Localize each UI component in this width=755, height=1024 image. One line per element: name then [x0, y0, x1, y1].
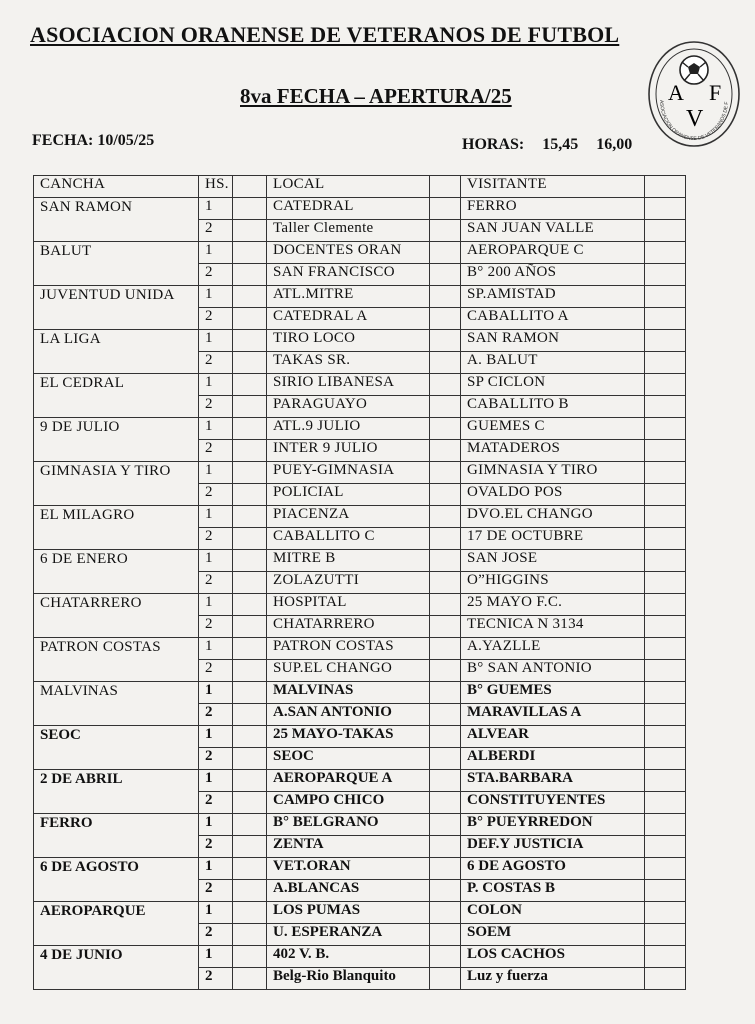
local-team-cell: CATEDRAL [267, 198, 430, 220]
logo-ring-text: ASOCIACION ORANENSE DE VETERANOS DE F [657, 99, 730, 143]
hour-slot-cell: 1 [199, 330, 233, 352]
visitor-team-cell: COLON [461, 902, 645, 924]
cancha-cell: 4 DE JUNIO [34, 946, 199, 990]
blank-cell [430, 506, 461, 528]
blank-cell [430, 418, 461, 440]
visitor-team-cell: SAN RAMON [461, 330, 645, 352]
hour-slot-cell: 1 [199, 550, 233, 572]
local-team-cell: PUEY-GIMNASIA [267, 462, 430, 484]
blank-cell [430, 704, 461, 726]
local-team-cell: ZENTA [267, 836, 430, 858]
visitor-team-cell: STA.BARBARA [461, 770, 645, 792]
blank-cell [430, 924, 461, 946]
local-team-cell: DOCENTES ORAN [267, 242, 430, 264]
blank-cell [645, 748, 686, 770]
hour-slot-cell: 2 [199, 748, 233, 770]
blank-cell [233, 770, 267, 792]
hour-slot-cell: 2 [199, 220, 233, 242]
local-team-cell: POLICIAL [267, 484, 430, 506]
visitor-team-cell: ALBERDI [461, 748, 645, 770]
local-team-cell: PIACENZA [267, 506, 430, 528]
local-team-cell: CHATARRERO [267, 616, 430, 638]
blank-cell [645, 594, 686, 616]
blank-cell [430, 264, 461, 286]
table-row [34, 198, 686, 220]
hour-slot-cell: 1 [199, 506, 233, 528]
blank-cell [645, 814, 686, 836]
blank-cell [645, 726, 686, 748]
hour-slot-cell: 2 [199, 968, 233, 990]
column-header-blank [430, 176, 461, 198]
blank-cell [430, 814, 461, 836]
hour-slot-cell: 2 [199, 528, 233, 550]
blank-cell [233, 264, 267, 286]
hour-slot-cell: 1 [199, 374, 233, 396]
blank-cell [645, 770, 686, 792]
hour-slot-cell: 2 [199, 792, 233, 814]
cancha-cell: EL CEDRAL [34, 374, 199, 418]
blank-cell [430, 748, 461, 770]
blank-cell [233, 726, 267, 748]
blank-cell [233, 616, 267, 638]
visitor-team-cell: GUEMES C [461, 418, 645, 440]
table-row [34, 462, 686, 484]
local-team-cell: VET.ORAN [267, 858, 430, 880]
blank-cell [430, 374, 461, 396]
visitor-team-cell: SOEM [461, 924, 645, 946]
table-row [34, 638, 686, 660]
blank-cell [430, 484, 461, 506]
blank-cell [645, 506, 686, 528]
blank-cell [233, 858, 267, 880]
blank-cell [233, 880, 267, 902]
hour-slot-cell: 1 [199, 462, 233, 484]
visitor-team-cell: CABALLITO B [461, 396, 645, 418]
hour-slot-cell: 2 [199, 572, 233, 594]
table-row [34, 550, 686, 572]
local-team-cell: SUP.EL CHANGO [267, 660, 430, 682]
hour-slot-cell: 1 [199, 946, 233, 968]
hour-slot-cell: 1 [199, 418, 233, 440]
local-team-cell: INTER 9 JULIO [267, 440, 430, 462]
blank-cell [430, 836, 461, 858]
visitor-team-cell: GIMNASIA Y TIRO [461, 462, 645, 484]
blank-cell [233, 968, 267, 990]
blank-cell [645, 528, 686, 550]
blank-cell [233, 506, 267, 528]
cancha-cell: 6 DE AGOSTO [34, 858, 199, 902]
table-row [34, 374, 686, 396]
visitor-team-cell: 17 DE OCTUBRE [461, 528, 645, 550]
blank-cell [645, 330, 686, 352]
hours-label: HORAS: [462, 136, 525, 153]
blank-cell [233, 836, 267, 858]
blank-cell [233, 330, 267, 352]
blank-cell [233, 682, 267, 704]
logo-letter-v: V [686, 106, 704, 132]
table-row [34, 286, 686, 308]
blank-cell [430, 330, 461, 352]
column-header-hs: HS. [199, 176, 233, 198]
blank-cell [233, 748, 267, 770]
local-team-cell: TAKAS SR. [267, 352, 430, 374]
column-header-blank [233, 176, 267, 198]
local-team-cell: HOSPITAL [267, 594, 430, 616]
cancha-cell: FERRO [34, 814, 199, 858]
blank-cell [233, 902, 267, 924]
visitor-team-cell: DEF.Y JUSTICIA [461, 836, 645, 858]
hour-slot-cell: 2 [199, 704, 233, 726]
blank-cell [430, 594, 461, 616]
column-header-blank [645, 176, 686, 198]
blank-cell [430, 462, 461, 484]
column-header-local: LOCAL [267, 176, 430, 198]
column-header-cancha: CANCHA [34, 176, 199, 198]
hour-slot-cell: 2 [199, 396, 233, 418]
hour-slot-cell: 2 [199, 880, 233, 902]
visitor-team-cell: P. COSTAS B [461, 880, 645, 902]
visitor-team-cell: LOS CACHOS [461, 946, 645, 968]
local-team-cell: ATL.9 JULIO [267, 418, 430, 440]
blank-cell [233, 308, 267, 330]
blank-cell [645, 616, 686, 638]
local-team-cell: CABALLITO C [267, 528, 430, 550]
visitor-team-cell: O”HIGGINS [461, 572, 645, 594]
visitor-team-cell: TECNICA N 3134 [461, 616, 645, 638]
blank-cell [645, 440, 686, 462]
blank-cell [233, 242, 267, 264]
hour-slot-cell: 1 [199, 286, 233, 308]
visitor-team-cell: CONSTITUYENTES [461, 792, 645, 814]
blank-cell [233, 528, 267, 550]
blank-cell [233, 704, 267, 726]
local-team-cell: LOS PUMAS [267, 902, 430, 924]
blank-cell [645, 880, 686, 902]
visitor-team-cell: CABALLITO A [461, 308, 645, 330]
blank-cell [233, 352, 267, 374]
blank-cell [430, 638, 461, 660]
cancha-cell: EL MILAGRO [34, 506, 199, 550]
local-team-cell: SAN FRANCISCO [267, 264, 430, 286]
local-team-cell: SIRIO LIBANESA [267, 374, 430, 396]
cancha-cell: LA LIGA [34, 330, 199, 374]
visitor-team-cell: A. BALUT [461, 352, 645, 374]
blank-cell [645, 198, 686, 220]
blank-cell [430, 792, 461, 814]
local-team-cell: 402 V. B. [267, 946, 430, 968]
hour-slot-cell: 1 [199, 638, 233, 660]
visitor-team-cell: DVO.EL CHANGO [461, 506, 645, 528]
cancha-cell: BALUT [34, 242, 199, 286]
blank-cell [430, 286, 461, 308]
local-team-cell: PARAGUAYO [267, 396, 430, 418]
document-title: ASOCIACION ORANENSE DE VETERANOS DE FUTBOL [30, 22, 620, 47]
cancha-cell: JUVENTUD UNIDA [34, 286, 199, 330]
blank-cell [645, 352, 686, 374]
blank-cell [430, 946, 461, 968]
table-row [34, 242, 686, 264]
hour-slot-cell: 1 [199, 770, 233, 792]
hour-first: 15,45 [542, 136, 579, 153]
visitor-team-cell: 6 DE AGOSTO [461, 858, 645, 880]
visitor-team-cell: SAN JOSE [461, 550, 645, 572]
blank-cell [645, 308, 686, 330]
table-row [34, 858, 686, 880]
blank-cell [430, 968, 461, 990]
blank-cell [430, 770, 461, 792]
local-team-cell: 25 MAYO-TAKAS [267, 726, 430, 748]
blank-cell [645, 572, 686, 594]
hour-slot-cell: 1 [199, 242, 233, 264]
blank-cell [233, 220, 267, 242]
visitor-team-cell: OVALDO POS [461, 484, 645, 506]
hour-second: 16,00 [596, 136, 633, 153]
cancha-cell: 9 DE JULIO [34, 418, 199, 462]
hour-slot-cell: 1 [199, 858, 233, 880]
visitor-team-cell: B° GUEMES [461, 682, 645, 704]
table-row [34, 682, 686, 704]
blank-cell [645, 374, 686, 396]
blank-cell [430, 550, 461, 572]
cancha-cell: CHATARRERO [34, 594, 199, 638]
blank-cell [645, 242, 686, 264]
cancha-cell: SEOC [34, 726, 199, 770]
hour-slot-cell: 2 [199, 924, 233, 946]
hour-slot-cell: 2 [199, 484, 233, 506]
visitor-team-cell: ALVEAR [461, 726, 645, 748]
local-team-cell: TIRO LOCO [267, 330, 430, 352]
cancha-cell: 2 DE ABRIL [34, 770, 199, 814]
blank-cell [233, 638, 267, 660]
table-row [34, 594, 686, 616]
visitor-team-cell: B° PUEYRREDON [461, 814, 645, 836]
blank-cell [645, 550, 686, 572]
blank-cell [430, 660, 461, 682]
table-row [34, 902, 686, 924]
table-row [34, 946, 686, 968]
table-header-row [34, 176, 686, 198]
blank-cell [645, 484, 686, 506]
hour-slot-cell: 2 [199, 660, 233, 682]
table-row [34, 726, 686, 748]
fixture-body [34, 198, 686, 990]
logo-letter-f: F [709, 80, 722, 105]
cancha-cell: GIMNASIA Y TIRO [34, 462, 199, 506]
blank-cell [233, 484, 267, 506]
blank-cell [645, 946, 686, 968]
blank-cell [430, 682, 461, 704]
blank-cell [430, 198, 461, 220]
blank-cell [233, 946, 267, 968]
hour-slot-cell: 2 [199, 308, 233, 330]
visitor-team-cell: Luz y fuerza [461, 968, 645, 990]
table-row [34, 814, 686, 836]
hour-slot-cell: 2 [199, 264, 233, 286]
blank-cell [645, 968, 686, 990]
match-hours [462, 136, 632, 154]
blank-cell [645, 396, 686, 418]
hour-slot-cell: 2 [199, 616, 233, 638]
blank-cell [430, 396, 461, 418]
cancha-cell: SAN RAMON [34, 198, 199, 242]
table-row [34, 330, 686, 352]
blank-cell [233, 418, 267, 440]
visitor-team-cell: SAN JUAN VALLE [461, 220, 645, 242]
blank-cell [233, 550, 267, 572]
blank-cell [233, 814, 267, 836]
local-team-cell: AEROPARQUE A [267, 770, 430, 792]
visitor-team-cell: SP CICLON [461, 374, 645, 396]
local-team-cell: A.SAN ANTONIO [267, 704, 430, 726]
local-team-cell: B° BELGRANO [267, 814, 430, 836]
local-team-cell: ZOLAZUTTI [267, 572, 430, 594]
hour-slot-cell: 1 [199, 902, 233, 924]
blank-cell [645, 264, 686, 286]
local-team-cell: CATEDRAL A [267, 308, 430, 330]
blank-cell [645, 286, 686, 308]
blank-cell [430, 220, 461, 242]
visitor-team-cell: MATADEROS [461, 440, 645, 462]
hour-slot-cell: 1 [199, 726, 233, 748]
column-header-visitante: VISITANTE [461, 176, 645, 198]
visitor-team-cell: B° SAN ANTONIO [461, 660, 645, 682]
blank-cell [430, 528, 461, 550]
local-team-cell: Taller Clemente [267, 220, 430, 242]
local-team-cell: U. ESPERANZA [267, 924, 430, 946]
local-team-cell: MALVINAS [267, 682, 430, 704]
visitor-team-cell: AEROPARQUE C [461, 242, 645, 264]
cancha-cell: MALVINAS [34, 682, 199, 726]
blank-cell [430, 440, 461, 462]
table-row [34, 506, 686, 528]
local-team-cell: CAMPO CHICO [267, 792, 430, 814]
hour-slot-cell: 2 [199, 352, 233, 374]
blank-cell [233, 374, 267, 396]
cancha-cell: AEROPARQUE [34, 902, 199, 946]
document-subtitle: 8va FECHA – APERTURA/25 [240, 84, 512, 108]
blank-cell [645, 638, 686, 660]
local-team-cell: SEOC [267, 748, 430, 770]
blank-cell [645, 418, 686, 440]
visitor-team-cell: FERRO [461, 198, 645, 220]
association-logo [646, 38, 742, 150]
blank-cell [430, 858, 461, 880]
blank-cell [645, 682, 686, 704]
local-team-cell: MITRE B [267, 550, 430, 572]
blank-cell [233, 462, 267, 484]
hour-slot-cell: 2 [199, 836, 233, 858]
blank-cell [233, 396, 267, 418]
blank-cell [645, 902, 686, 924]
soccer-ball-icon [680, 56, 708, 84]
logo-letter-a: A [668, 80, 684, 105]
table-row [34, 418, 686, 440]
blank-cell [233, 286, 267, 308]
visitor-team-cell: 25 MAYO F.C. [461, 594, 645, 616]
fixture-table [33, 175, 686, 990]
blank-cell [645, 836, 686, 858]
local-team-cell: A.BLANCAS [267, 880, 430, 902]
blank-cell [645, 924, 686, 946]
cancha-cell: PATRON COSTAS [34, 638, 199, 682]
table-row [34, 770, 686, 792]
blank-cell [645, 660, 686, 682]
blank-cell [430, 242, 461, 264]
blank-cell [430, 352, 461, 374]
blank-cell [430, 902, 461, 924]
blank-cell [233, 792, 267, 814]
blank-cell [430, 726, 461, 748]
blank-cell [233, 440, 267, 462]
blank-cell [233, 660, 267, 682]
blank-cell [233, 572, 267, 594]
blank-cell [645, 858, 686, 880]
hour-slot-cell: 1 [199, 682, 233, 704]
local-team-cell: ATL.MITRE [267, 286, 430, 308]
blank-cell [430, 572, 461, 594]
blank-cell [430, 616, 461, 638]
blank-cell [233, 594, 267, 616]
visitor-team-cell: B° 200 AÑOS [461, 264, 645, 286]
visitor-team-cell: MARAVILLAS A [461, 704, 645, 726]
local-team-cell: Belg-Rio Blanquito [267, 968, 430, 990]
hour-slot-cell: 2 [199, 440, 233, 462]
blank-cell [645, 792, 686, 814]
blank-cell [233, 924, 267, 946]
hour-slot-cell: 1 [199, 814, 233, 836]
visitor-team-cell: SP.AMISTAD [461, 286, 645, 308]
hour-slot-cell: 1 [199, 594, 233, 616]
local-team-cell: PATRON COSTAS [267, 638, 430, 660]
blank-cell [645, 462, 686, 484]
blank-cell [645, 704, 686, 726]
visitor-team-cell: A.YAZLLE [461, 638, 645, 660]
blank-cell [233, 198, 267, 220]
blank-cell [645, 220, 686, 242]
cancha-cell: 6 DE ENERO [34, 550, 199, 594]
match-date: FECHA: 10/05/25 [32, 132, 155, 149]
hour-slot-cell: 1 [199, 198, 233, 220]
blank-cell [430, 308, 461, 330]
blank-cell [430, 880, 461, 902]
